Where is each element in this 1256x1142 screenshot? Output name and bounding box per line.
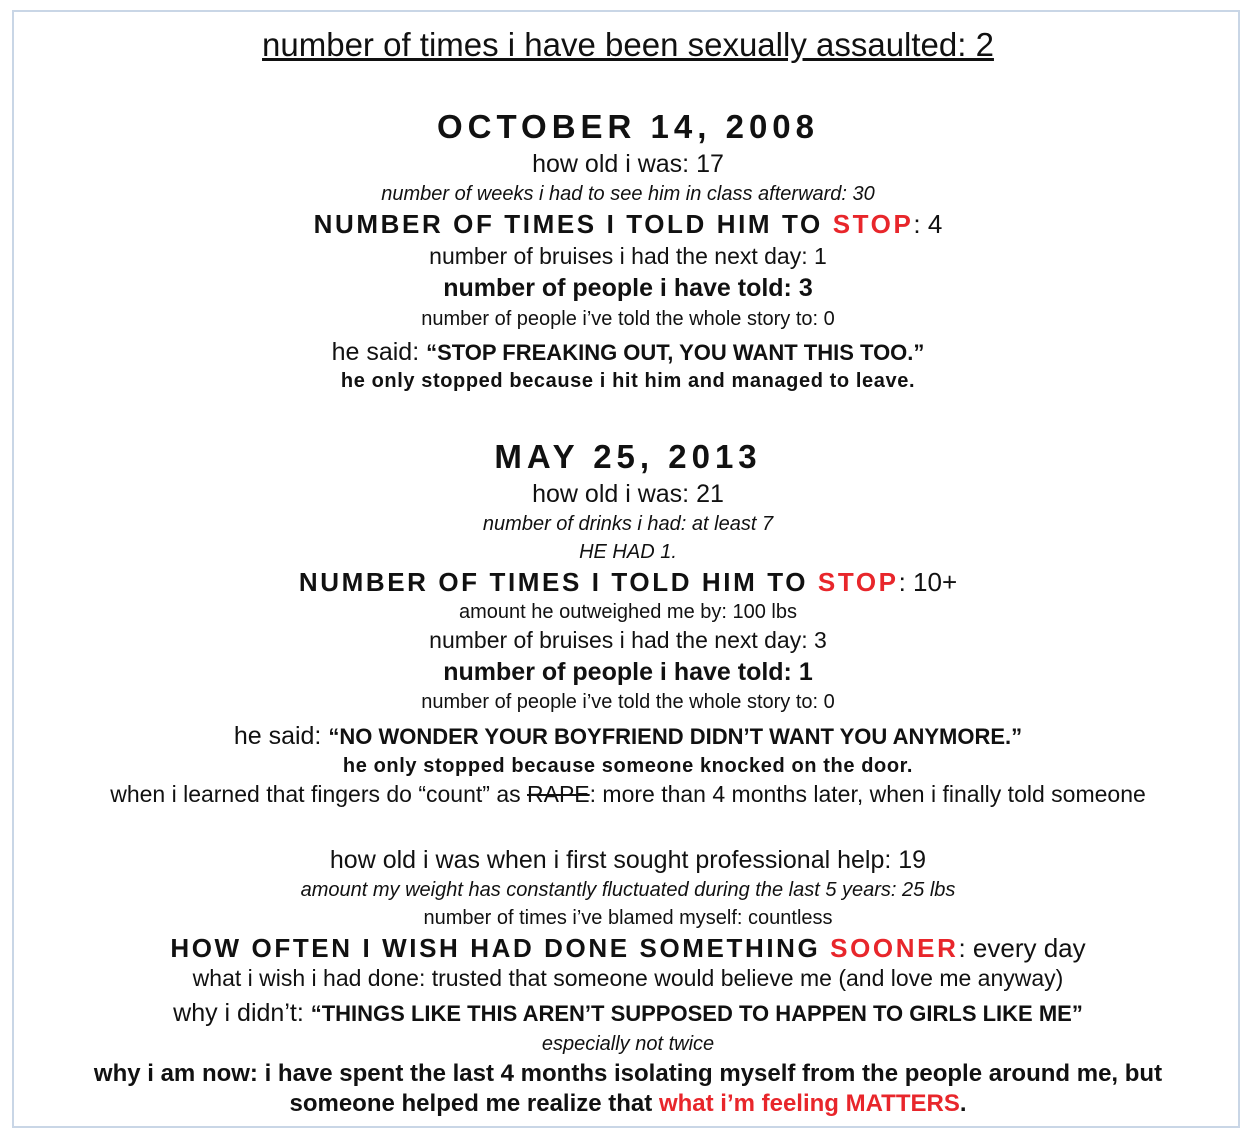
incident-2-outweighed: amount he outweighed me by: 100 lbs (459, 601, 797, 623)
incident-1-age: how old i was: 17 (532, 150, 724, 178)
stop-prefix: NUMBER OF TIMES I TOLD HIM TO (313, 209, 833, 239)
wish-word: SOONER (830, 933, 959, 963)
incident-1-date: OCTOBER 14, 2008 (436, 108, 820, 145)
why-now-line-2 (14, 1092, 1242, 1116)
incident-2-date: MAY 25, 2013 (494, 438, 762, 475)
learned-struck-word: RAPE (527, 781, 590, 807)
document-frame (12, 10, 1240, 1128)
wish-sooner (14, 935, 1242, 961)
wish-done: what i wish i had done: trusted that someone would believe me (and love me anyway) (192, 965, 1064, 991)
he-said-quote: “STOP FREAKING OUT, YOU WANT THIS TOO.” (426, 340, 925, 365)
incident-1-stop-count (14, 211, 1242, 237)
he-said-prefix: he said: (331, 338, 427, 366)
wish-value: : every day (958, 933, 1086, 963)
he-said-prefix: he said: (233, 722, 329, 750)
incident-1-bruises: number of bruises i had the next day: 1 (429, 243, 827, 269)
incident-2-drinks: number of drinks i had: at least 7 (482, 513, 774, 535)
stop-word: STOP (817, 567, 899, 597)
help-age: how old i was when i first sought professional help: 19 (329, 846, 927, 874)
incident-1-he-said (14, 340, 1242, 365)
why-now-emphasis: what i’m feeling MATTERS (658, 1090, 960, 1117)
incident-2-he-had: HE HAD 1. (579, 541, 677, 563)
stop-prefix: NUMBER OF TIMES I TOLD HIM TO (298, 567, 818, 597)
incident-2-stop-count (14, 569, 1242, 595)
why-now-line-1: why i am now: i have spent the last 4 months isolating myself from the people around me, but (93, 1060, 1163, 1087)
learned-prefix: when i learned that fingers do “count” as (110, 781, 527, 807)
times-blamed: number of times i’ve blamed myself: countless (423, 907, 833, 929)
stop-value: : 4 (913, 209, 943, 239)
stop-value: : 10+ (898, 567, 958, 597)
page-title: number of times i have been sexually assaulted: 2 (262, 26, 994, 63)
he-said-quote: “NO WONDER YOUR BOYFRIEND DIDN’T WANT YOU ANYMORE.” (328, 724, 1023, 749)
stop-word: STOP (832, 209, 914, 239)
incident-2-people-told: number of people i have told: 1 (443, 658, 813, 686)
why-now-suffix: . (959, 1090, 967, 1117)
incident-1-weeks: number of weeks i had to see him in class afterward: 30 (381, 183, 875, 205)
wish-prefix: HOW OFTEN I WISH HAD DONE SOMETHING (170, 933, 831, 963)
incident-2-bruises: number of bruises i had the next day: 3 (429, 627, 827, 653)
incident-2-stopped: he only stopped because someone knocked on the door. (342, 755, 914, 777)
why-didnt (14, 1001, 1242, 1026)
learned-suffix: : more than 4 months later, when i finally told someone (589, 781, 1146, 807)
especially-not-twice: especially not twice (541, 1033, 715, 1055)
incident-1-whole-story: number of people i’ve told the whole story to: 0 (421, 308, 835, 330)
why-quote: “THINGS LIKE THIS AREN’T SUPPOSED TO HAPPEN TO GIRLS LIKE ME” (310, 1001, 1083, 1026)
incident-2-whole-story: number of people i’ve told the whole story to: 0 (421, 691, 835, 713)
incident-2-learned (14, 783, 1242, 806)
weight-fluctuation: amount my weight has constantly fluctuated during the last 5 years: 25 lbs (300, 879, 956, 901)
why-prefix: why i didn’t: (173, 999, 311, 1027)
incident-2-age: how old i was: 21 (532, 480, 724, 508)
incident-1-stopped: he only stopped because i hit him and managed to leave. (340, 370, 916, 392)
incident-2-he-said (14, 724, 1242, 749)
incident-1-people-told: number of people i have told: 3 (443, 274, 813, 302)
why-now-prefix: someone helped me realize that (289, 1090, 659, 1117)
